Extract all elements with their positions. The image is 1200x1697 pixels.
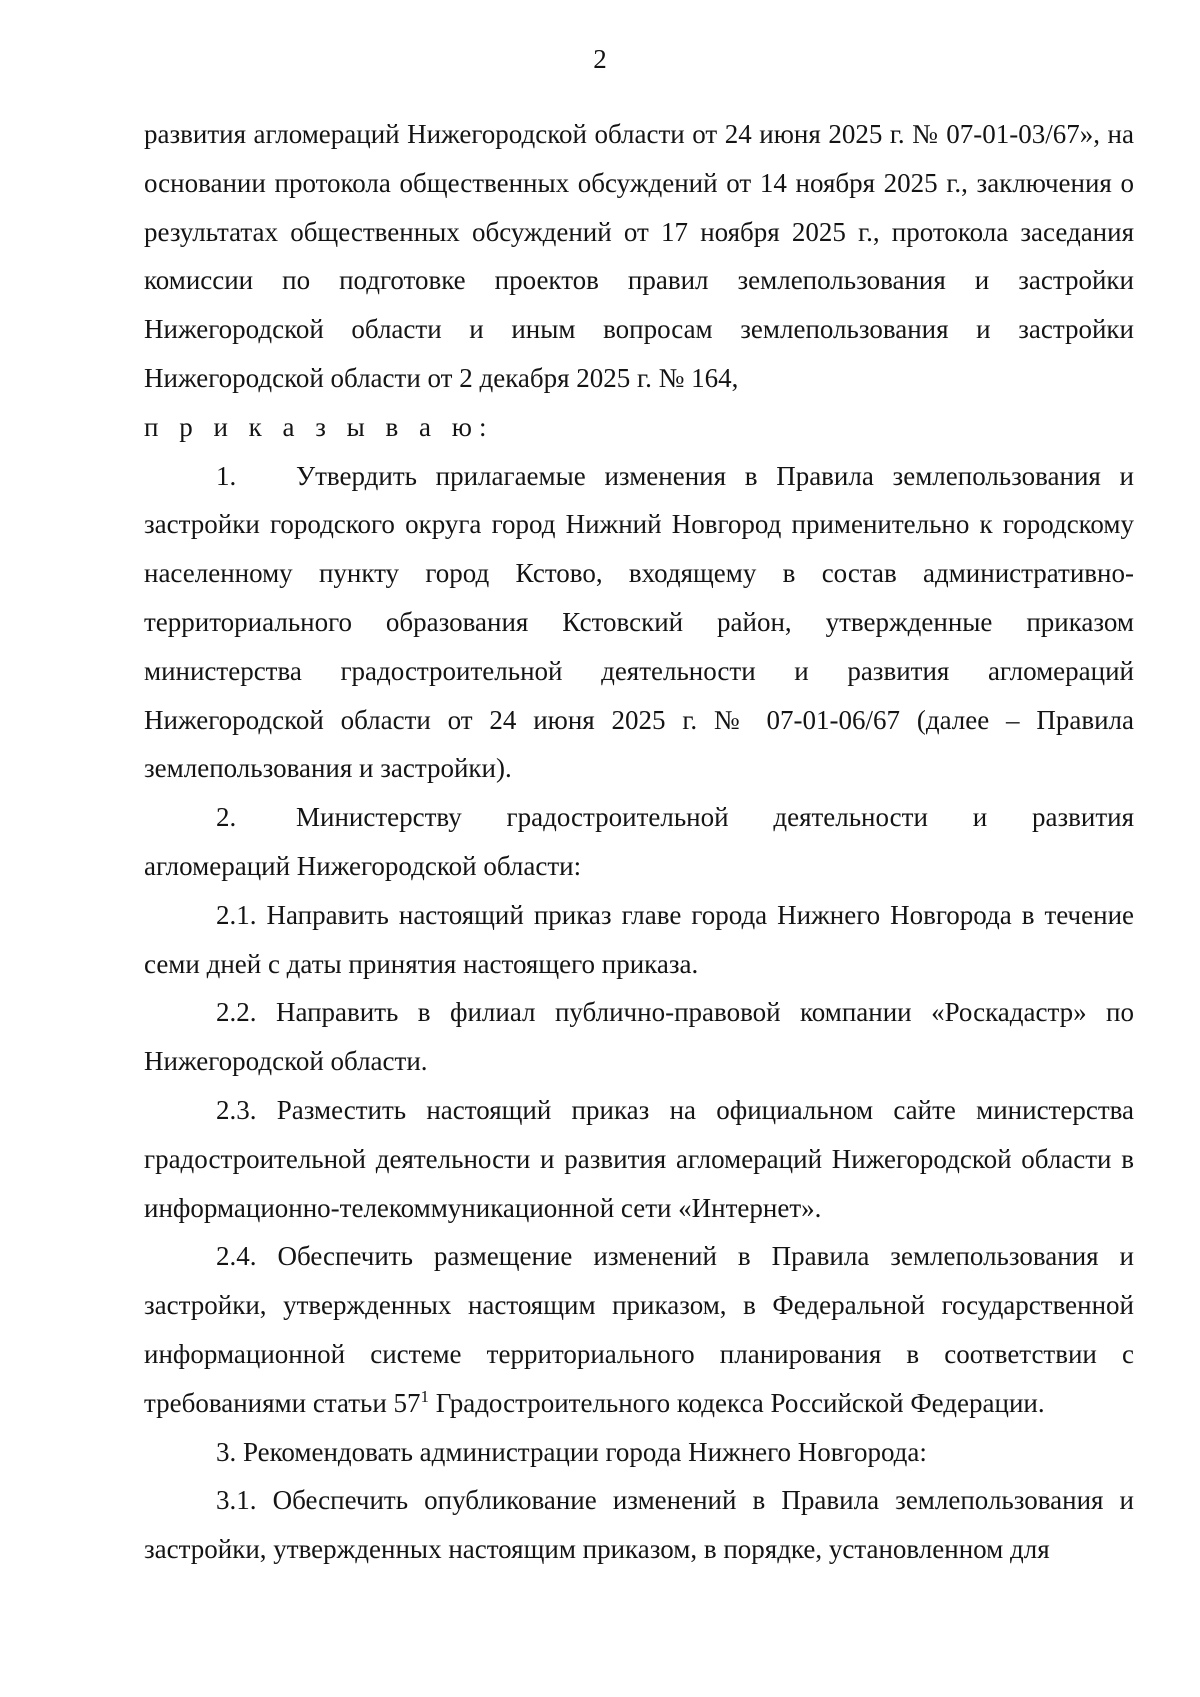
order-item-2-3: 2.3. Разместить настоящий приказ на официальном сайте министерства градостроительной деятельности и развития агломераций Нижегородской области в информационно-телекоммуникационной сети «Интернет». (144, 1094, 1134, 1223)
order-item-1 (144, 452, 1134, 794)
order-item-2-4 (144, 1232, 1134, 1427)
order-item-2-2: 2.2. Направить в филиал публично-правовой компании «Роскадастр» по Нижегородской области. (144, 997, 1134, 1077)
order-item-2-4-text: 2.4. Обеспечить размещение изменений в Правила землепользования и застройки, утвержденных настоящим приказом, в Федеральной государственной информационной системе территориального планирования в соответствии с требованиями статьи 57 (144, 1241, 1134, 1418)
paragraph-preamble: развития агломераций Нижегородской области от 24 июня 2025 г. № 07-01-03/67», на основании протокола общественных обсуждений от 14 ноября 2025 г., заключения о результатах общественных обсуждений от 17 ноября 2025 г., протокола заседания комиссии по подготовке проектов правил землепользования и застройки Нижегородской области и иным вопросам землепользования и застройки Нижегородской области от 2 декабря 2025 г. № 164, (144, 119, 1134, 393)
order-item-1-text: Утвердить прилагаемые изменения в Правила землепользования и застройки городского округа город Нижний Новгород применительно к городскому населенному пункту город Кстово, входящему в состав административно-территориального образования Кстовский район, утвержденные приказом министерства градостроительной деятельности и развития агломераций Нижегородской области от 24 июня 2025 г. № 07-01-06/67 (далее – Правила землепользования и застройки). (144, 460, 1134, 784)
order-word: п р и к а з ы в а ю: (144, 411, 494, 442)
page-number: 2 (593, 44, 607, 74)
order-item-3: 3. Рекомендовать администрации города Нижнего Новгорода: (216, 1436, 927, 1467)
order-item-2-text: Министерству градостроительной деятельности и развития агломераций Нижегородской области: (144, 802, 1134, 881)
order-item-2 (144, 793, 1134, 891)
order-item-2-1: 2.1. Направить настоящий приказ главе города Нижнего Новгорода в течение семи дней с даты принятия настоящего приказа. (144, 899, 1134, 979)
order-item-1-number: 1. (216, 460, 237, 491)
order-item-2-4-superscript: 1 (420, 1386, 430, 1406)
order-item-3-1: 3.1. Обеспечить опубликование изменений в Правила землепользования и застройки, утвержденных настоящим приказом, в порядке, установленном для (144, 1485, 1134, 1565)
order-item-2-4-text-end: Градостроительного кодекса Российской Федерации. (429, 1387, 1045, 1418)
document-body (144, 110, 1134, 1574)
order-item-2-number: 2. (216, 802, 237, 833)
